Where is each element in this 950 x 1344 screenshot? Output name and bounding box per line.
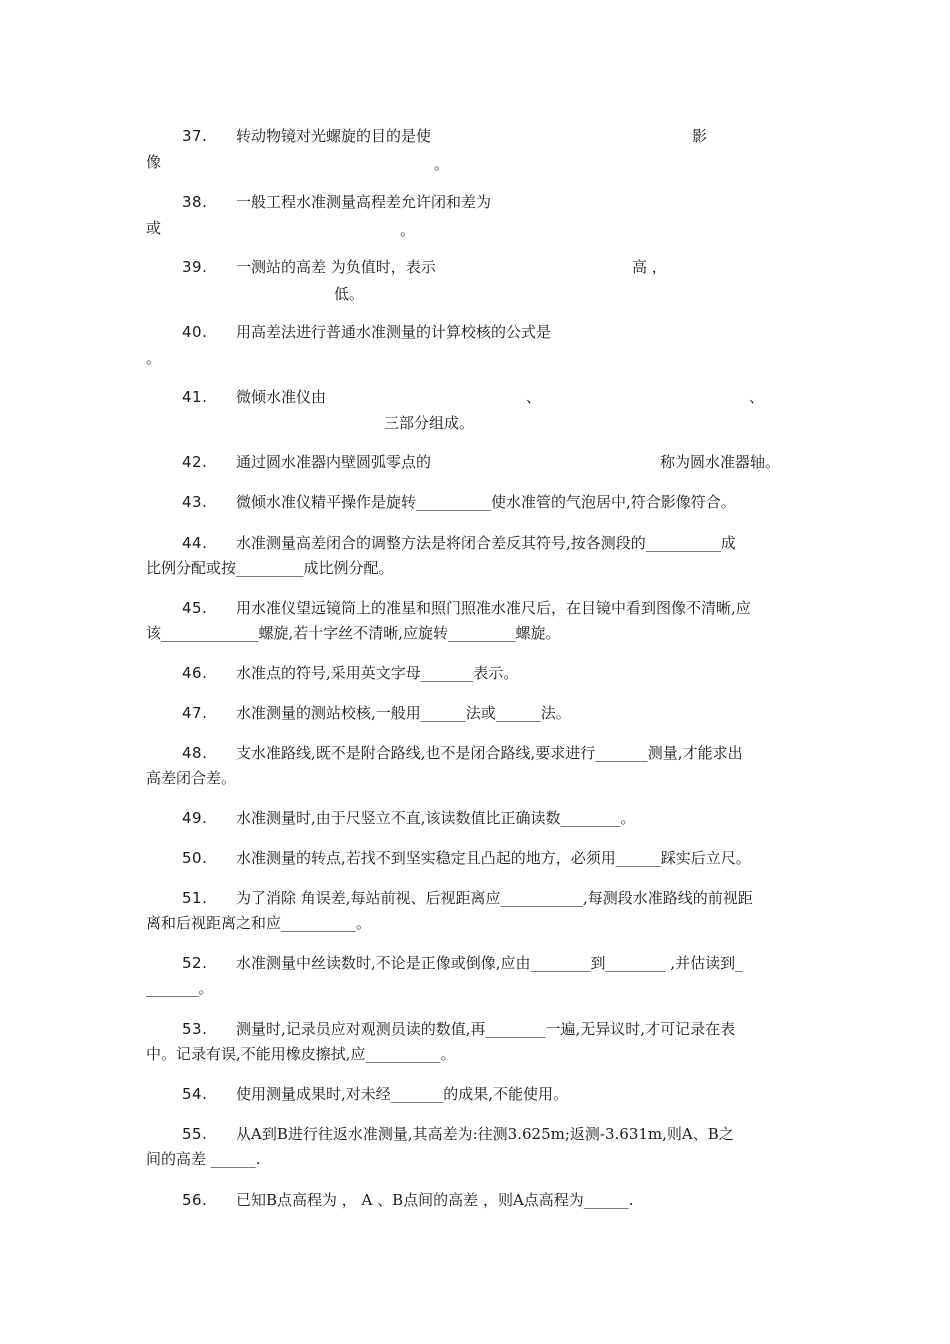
question-text: 转动物镜对光螺旋的目的是使 [236, 127, 432, 145]
question-number: 47. [182, 704, 208, 722]
question-text-line2: 高差闭合差。 [146, 769, 237, 787]
question-text-line2: 间的高差 ______. [146, 1150, 261, 1168]
question-number: 56. [182, 1191, 208, 1209]
question-number: 48. [182, 744, 208, 762]
question-number: 45. [182, 599, 208, 617]
question-42 [146, 450, 810, 476]
question-number: 55. [182, 1125, 208, 1143]
question-text-tail: 高 ， [632, 258, 667, 276]
question-text-line2: 该_____________螺旋,若十字丝不清晰,应旋转_________螺旋。 [146, 624, 561, 642]
question-49 [146, 806, 810, 832]
question-text-tail: 称为圆水准器轴。 [660, 453, 781, 471]
question-text: 微倾水准仪由 [236, 388, 327, 406]
question-end: 。 [400, 221, 416, 239]
question-number: 42. [182, 453, 208, 471]
question-text-line2: 像 [146, 153, 162, 171]
question-text: 支水准路线,既不是附合路线,也不是闭合路线,要求进行_______测量,才能求出 [236, 744, 743, 762]
question-text: 通过圆水准器内壁圆弧零点的 [236, 453, 432, 471]
question-number: 38. [182, 193, 208, 211]
question-end: 低。 [334, 285, 365, 303]
question-55 [146, 1122, 810, 1174]
question-number: 44. [182, 534, 208, 552]
question-end: 。 [434, 155, 450, 173]
question-50 [146, 846, 810, 872]
question-text: 一般工程水准测量高程差允许闭和差为 [236, 193, 492, 211]
question-number: 53. [182, 1020, 208, 1038]
question-45 [146, 596, 810, 648]
question-number: 39. [182, 258, 208, 276]
question-text: 使用测量成果时,对未经_______的成果,不能使用。 [236, 1085, 569, 1103]
question-number: 49. [182, 809, 208, 827]
question-number: 52. [182, 954, 208, 972]
question-number: 54. [182, 1085, 208, 1103]
question-separator: 、 [749, 388, 765, 406]
question-44 [146, 531, 810, 583]
question-text: 水准测量中丝读数时,不论是正像或倒像,应由________到________ ,并估读到_ [236, 954, 743, 972]
question-number: 40. [182, 323, 208, 341]
question-text: 水准点的符号,采用英文字母_______表示。 [236, 664, 519, 682]
question-number: 51. [182, 889, 208, 907]
question-text: 水准测量的转点,若找不到坚实稳定且凸起的地方，必须用______踩实后立尺。 [236, 849, 751, 867]
question-text: 测量时,记录员应对观测员读的数值,再________一遍,无异议时,才可记录在表 [236, 1020, 736, 1038]
question-number: 37. [182, 127, 208, 145]
question-text-line2: 离和后视距离之和应__________。 [146, 914, 372, 932]
question-number: 46. [182, 664, 208, 682]
question-separator: 、 [526, 388, 542, 406]
question-number: 43. [182, 493, 208, 511]
question-text: 水准测量高差闭合的调整方法是将闭合差反其符号,按各测段的__________成 [236, 534, 736, 552]
question-text: 为了消除 角误差,每站前视、后视距离应___________,每测段水准路线的前视距 [236, 889, 753, 907]
question-text: 水准测量的测站校核,一般用______法或______法。 [236, 704, 571, 722]
question-40 [146, 320, 810, 372]
question-end: 三部分组成。 [384, 414, 475, 432]
question-52 [146, 951, 810, 1003]
question-39 [146, 255, 810, 307]
question-number: 41. [182, 388, 208, 406]
question-text: 用水准仪望远镜筒上的准星和照门照准水准尺后，在目镜中看到图像不清晰,应 [236, 599, 751, 617]
question-text: 已知B点高程为 ， A 、B点间的高差 ，则A点高程为______. [236, 1191, 634, 1209]
question-text-line2: 中。记录有误,不能用橡皮擦拭,应__________。 [146, 1045, 456, 1063]
question-text: 微倾水准仪精平操作是旋转__________使水准管的气泡居中,符合影像符合。 [236, 493, 736, 511]
question-53 [146, 1017, 810, 1069]
question-text-tail: 影 [692, 127, 708, 145]
question-number: 50. [182, 849, 208, 867]
question-text-line2: _______。 [146, 979, 214, 997]
question-43 [146, 490, 810, 516]
question-text-line2: 比例分配或按_________成比例分配。 [146, 559, 394, 577]
question-text: 用高差法进行普通水准测量的计算校核的公式是 [236, 323, 552, 341]
question-48 [146, 741, 810, 793]
question-37 [146, 124, 810, 176]
question-text: 一测站的高差 为负值时，表示 [236, 258, 436, 276]
question-text: 水准测量时,由于尺竖立不直,该读数值比正确读数________。 [236, 809, 636, 827]
question-38 [146, 190, 810, 242]
question-51 [146, 886, 810, 938]
question-46 [146, 661, 810, 687]
question-56 [146, 1188, 810, 1214]
question-text-line2: 或 [146, 219, 162, 237]
question-text: 从A到B进行往返水准测量,其高差为:往测3.625m;返测-3.631m,则A、B之 [236, 1125, 734, 1143]
question-end: 。 [146, 349, 162, 367]
question-41 [146, 385, 810, 437]
question-54 [146, 1082, 810, 1108]
question-47 [146, 701, 810, 727]
